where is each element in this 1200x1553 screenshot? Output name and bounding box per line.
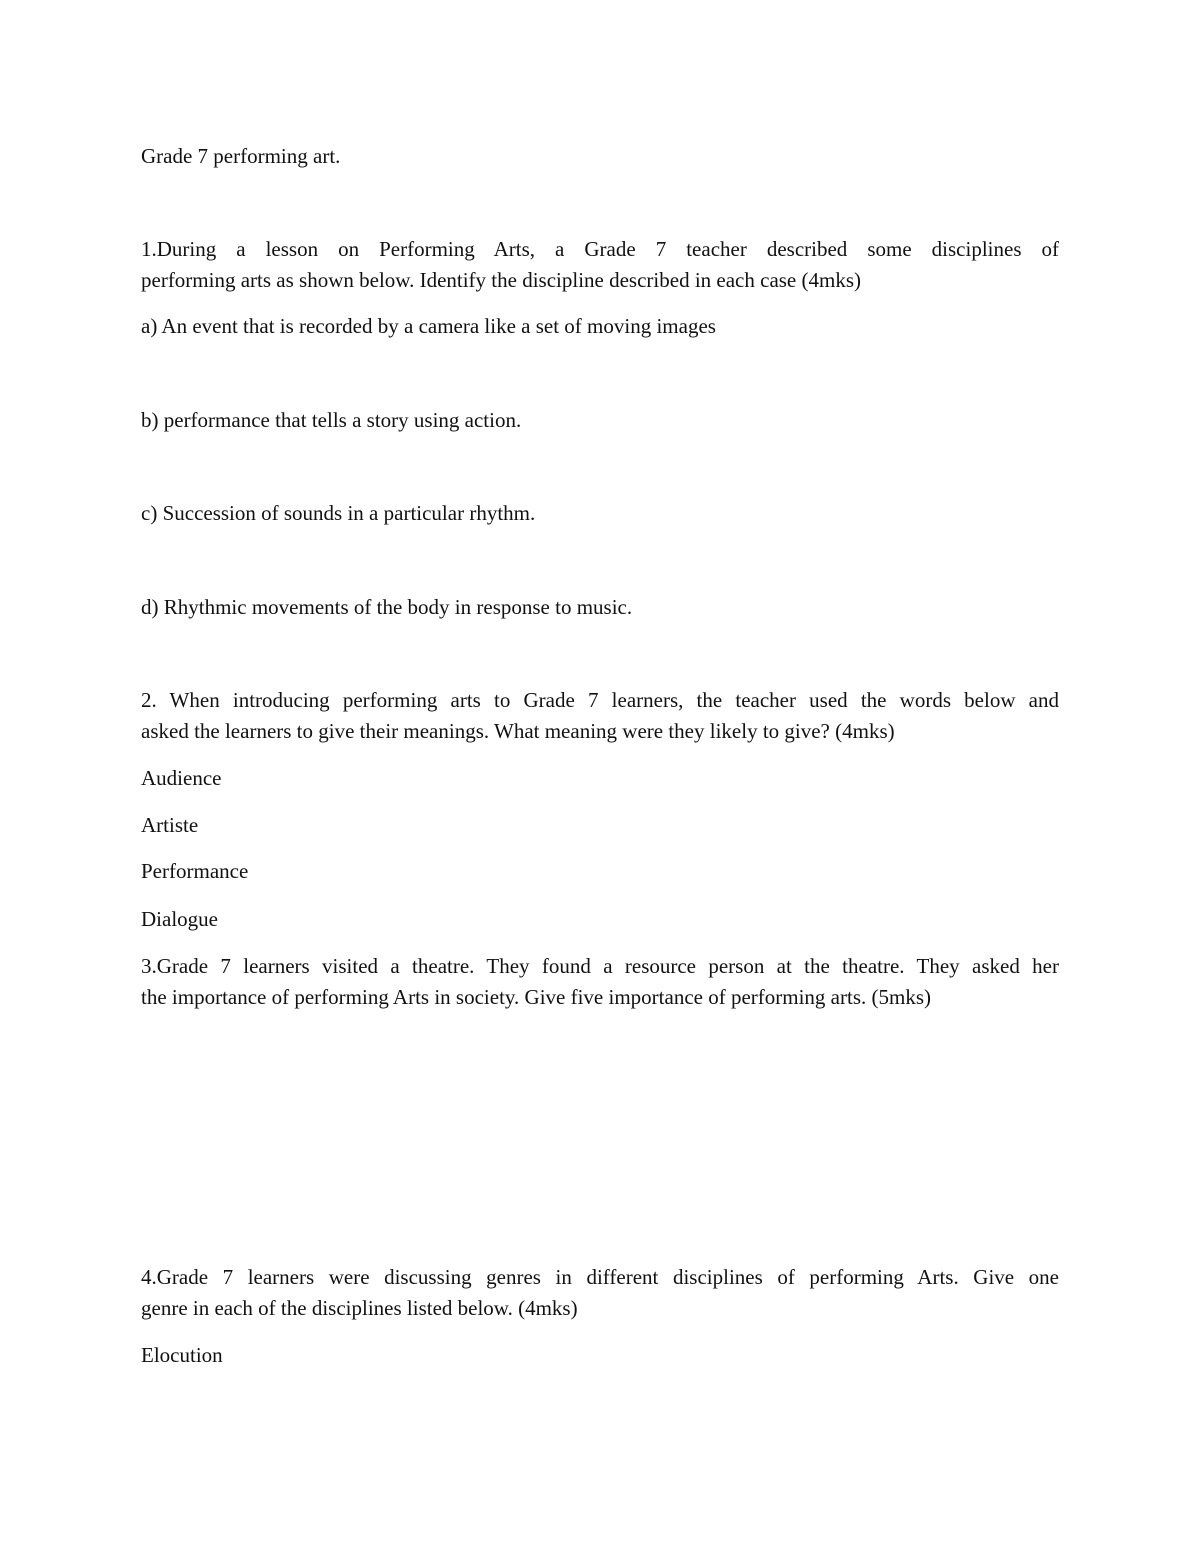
question-3-line-1: 3.Grade 7 learners visited a theatre. They found a resource person at the theatre. They asked her [141,954,1059,978]
question-2-line-2: asked the learners to give their meanings. What meaning were they likely to give? (4mks) [141,719,895,743]
question-1-part-d: d) Rhythmic movements of the body in response to music. [141,595,633,619]
question-1-part-a: a) An event that is recorded by a camera like a set of moving images [141,314,716,338]
question-2-line-1: 2. When introducing performing arts to Grade 7 learners, the teacher used the words below and [141,688,1059,712]
question-2-word-performance: Performance [141,859,249,883]
question-2-word-dialogue: Dialogue [141,907,218,931]
question-4-line-2: genre in each of the disciplines listed below. (4mks) [141,1296,578,1320]
question-3-line-2: the importance of performing Arts in society. Give five importance of performing arts. (5mks) [141,985,931,1009]
page-title: Grade 7 performing art. [141,144,341,168]
question-2-word-audience: Audience [141,766,222,790]
question-2-word-artiste: Artiste [141,813,199,837]
question-1-line-1: 1.During a lesson on Performing Arts, a Grade 7 teacher described some disciplines of [141,237,1059,261]
question-1-part-c: c) Succession of sounds in a particular rhythm. [141,501,536,525]
question-4-line-1: 4.Grade 7 learners were discussing genres in different disciplines of performing Arts. Give one [141,1265,1059,1289]
question-1-part-b: b) performance that tells a story using action. [141,408,522,432]
question-4-item-elocution: Elocution [141,1343,223,1367]
question-1-line-2: performing arts as shown below. Identify the discipline described in each case (4mks) [141,268,861,292]
